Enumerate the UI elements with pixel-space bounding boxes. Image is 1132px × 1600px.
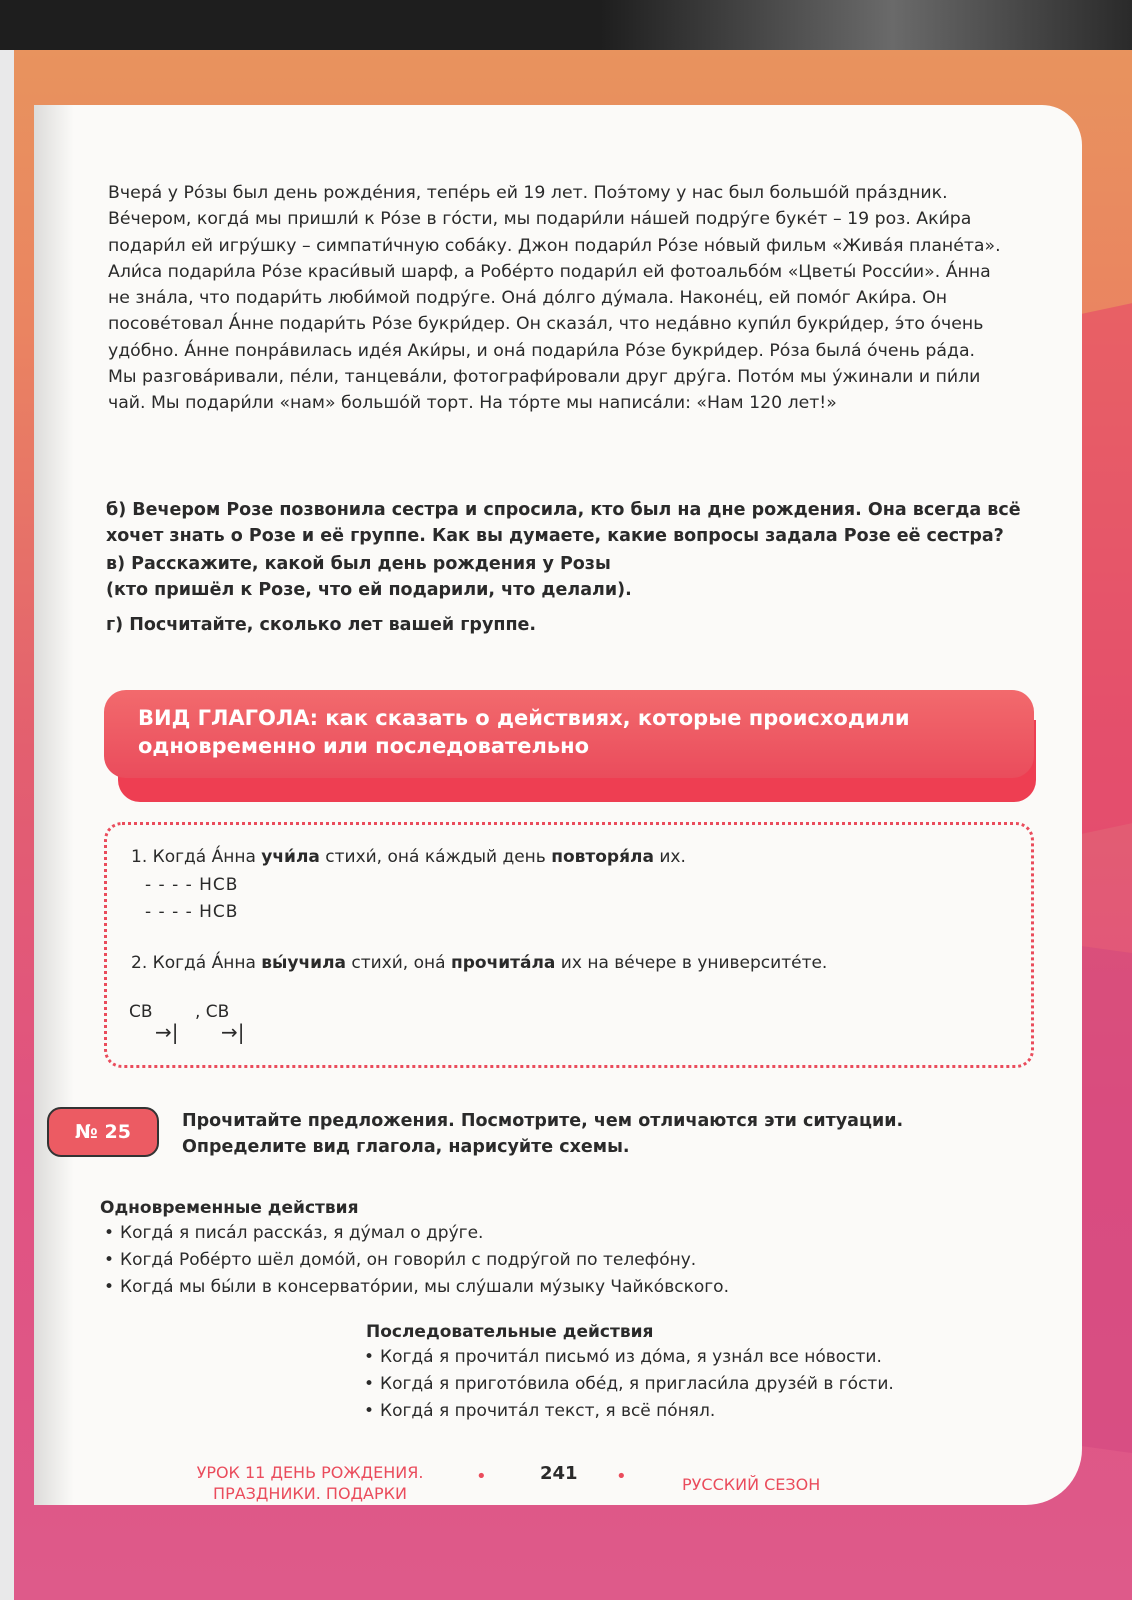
nsv-scheme-1: - - - - НСВ (145, 875, 239, 895)
simultaneous-heading: Одновременные действия (100, 1198, 359, 1218)
list-item: • Когдá я прочитáл письмó из дóма, я узнáл все нóвости. (364, 1344, 894, 1371)
decor-stripe (1074, 945, 1132, 1455)
grammar-example-1 (131, 847, 686, 867)
grammar-example-box (104, 822, 1034, 1068)
sv-label-2: , СВ (195, 1002, 230, 1022)
exercise-instructions (182, 1108, 1002, 1160)
footer-dot: • (616, 1466, 627, 1487)
ex1-mid: стихи́, онá кáждый день (319, 847, 552, 867)
simultaneous-list (104, 1220, 729, 1301)
footer-book-title: РУССКИЙ СЕЗОН (682, 1475, 821, 1494)
grammar-example-2 (131, 953, 827, 973)
ex2-post: их на вéчере в университéте. (555, 953, 828, 973)
arrow-to-bar-icon: →| (155, 1020, 179, 1044)
exercise-line1: Прочитайте предложения. Посмотрите, чем отличаются эти ситуации. (182, 1111, 904, 1131)
task-v (106, 551, 1006, 603)
nsv-scheme-2: - - - - НСВ (145, 902, 239, 922)
ex1-verb1: учи́ла (261, 847, 320, 867)
ex2-pre: 2. Когдá А́нна (131, 953, 262, 973)
scan-top-shadow (600, 0, 1132, 50)
ex1-post: их. (653, 847, 686, 867)
list-item: • Когдá мы бы́ли в консерватóрии, мы слýшали мýзыку Чайкóвского. (104, 1274, 729, 1301)
list-item: • Когдá я прочитáл текст, я всё пóнял. (364, 1398, 894, 1425)
ex2-verb1: вы́учила (261, 953, 346, 973)
exercise-number-badge: № 25 (47, 1107, 159, 1157)
grammar-banner (104, 690, 1034, 778)
footer-lesson-line1: УРОК 11 ДЕНЬ РОЖДЕНИЯ. (196, 1463, 424, 1482)
ex2-verb2: прочитáла (450, 953, 556, 973)
book-cover-edge (0, 50, 14, 1600)
list-item: • Когдá Робéрто шёл домóй, он говори́л с подрýгой по телефóну. (104, 1247, 729, 1274)
footer-dot: • (476, 1466, 487, 1487)
footer-lesson-line2: ПРАЗДНИКИ. ПОДАРКИ (213, 1484, 407, 1503)
list-item: • Когдá я писáл расскáз, я дýмал о дрýге. (104, 1220, 729, 1247)
sv-label-1: СВ (129, 1002, 153, 1022)
task-b: б) Вечером Розе позвонила сестра и спросила, кто был на дне рождения. Она всегда всё хочет знать о Розе и её группе. Как вы думаете, какие вопросы задала Розе её сестра? (106, 500, 1021, 546)
gutter-shadow (34, 105, 74, 1505)
sequential-list (364, 1344, 894, 1425)
arrow-to-bar-icon: →| (221, 1020, 245, 1044)
banner-title-line1: ВИД ГЛАГОЛА: как сказать о действиях, которые происходили (138, 706, 910, 730)
task-v-line1: в) Расскажите, какой был день рождения у Розы (106, 554, 611, 574)
task-g: г) Посчитайте, сколько лет вашей группе. (106, 615, 537, 635)
page-number: 241 (540, 1463, 578, 1484)
list-item: • Когдá я приготóвила обéд, я пригласи́ла друзéй в гóсти. (364, 1371, 894, 1398)
task-v-line2: (кто пришёл к Розе, что ей подарили, что делали). (106, 580, 632, 600)
reading-text: Вчерá у Рóзы был день рождéния, тепéрь ей 19 лет. Поэ́тому у нас был большóй прáздник. Вéчером, когдá мы пришли́ к Рóзе в гóсти, мы подари́ли нáшей подрýге букéт – 19 роз. Аки́ра подари́л ей игрýшку – симпати́чную собáку. Джон подари́л Рóзе нóвый фильм «Живáя планéта». Али́са подари́ла Рóзе краси́вый шарф, а Робéрто подари́л ей фотоальбóм «Цветы́ Росси́и». А́нна не знáла, что подари́ть люби́мой подрýге. Онá дóлго дýмала. Наконéц, ей помóг Аки́ра. Он посовéтовал А́нне подари́ть Рóзе букри́дер. Он сказáл, что недáвно купи́л букри́дер, э́то óчень удóбно. А́нне понрáвилась идéя Аки́ры, и онá подари́ла Рóзе букри́дер. Рóза былá óчень рáда. Мы разговáривали, пéли, танцевáли, фотографи́ровали друг дрýга. Потóм мы ýжинали и пи́ли чай. Мы подари́ли «нам» большóй торт. На тóрте мы написáли: «Нам 120 лет!» (108, 183, 1001, 414)
ex1-verb2: повторя́ла (551, 847, 654, 867)
banner-title-line2: одновременно или последовательно (138, 734, 590, 758)
footer-lesson-title (190, 1462, 430, 1504)
ex1-pre: 1. Когдá А́нна (131, 847, 262, 867)
exercise-line2: Определите вид глагола, нарисуйте схемы. (182, 1137, 630, 1157)
sequential-heading: Последовательные действия (366, 1322, 654, 1342)
ex2-mid: стихи́, онá (346, 953, 451, 973)
